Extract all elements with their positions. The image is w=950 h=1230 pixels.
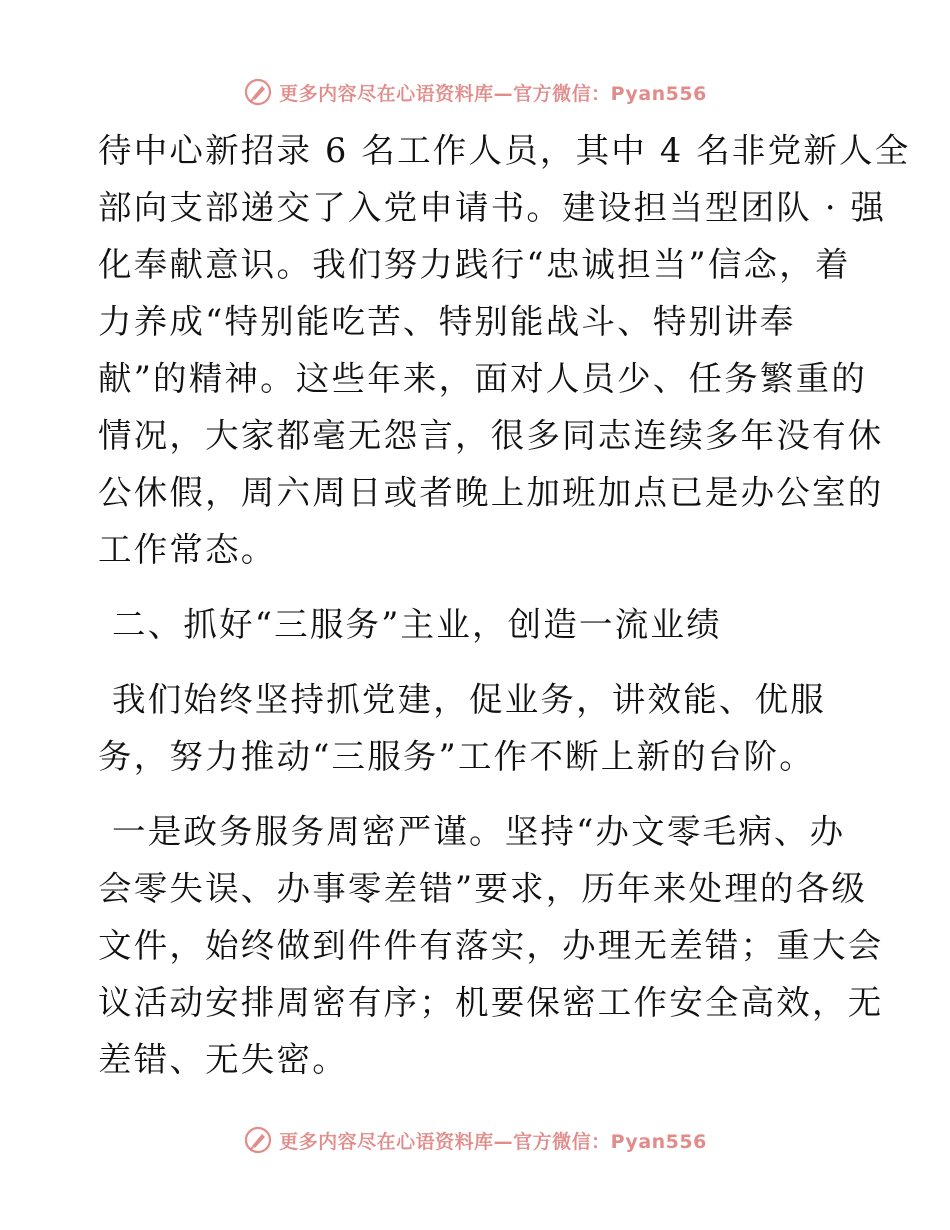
text-line: 文件，始终做到件件有落实，办理无差错；重大会 — [98, 926, 884, 965]
document-body — [98, 122, 911, 1088]
text-line: 公休假，周六周日或者晚上加班加点已是办公室的 — [98, 473, 884, 512]
header-watermark-text: 更多内容尽在心语资料库—官方微信：Pyan556 — [279, 82, 707, 105]
text-line: 待中心新招录 6 名工作人员，其中 4 名非党新人全 — [98, 131, 911, 170]
text-line: 献”的精神。这些年来，面对人员少、任务繁重的 — [98, 359, 868, 398]
footer-watermark-text: 更多内容尽在心语资料库—官方微信：Pyan556 — [279, 1130, 707, 1153]
section-heading: 二、抓好“三服务”主业，创造一流业绩 — [112, 605, 722, 644]
text-line: 会零失误、办事零差错”要求，历年来处理的各级 — [98, 869, 868, 908]
text-line: 情况，大家都毫无怨言，很多同志连续多年没有休 — [98, 416, 884, 455]
text-line: 务，努力推动“三服务”工作不断上新的台阶。 — [98, 737, 815, 776]
paragraph-2 — [98, 671, 854, 785]
paragraph-1 — [98, 122, 911, 578]
text-line: 议活动安排周密有序；机要保密工作安全高效，无 — [98, 983, 884, 1022]
text-line: 力养成“特别能吃苦、特别能战斗、特别讲奉 — [98, 302, 796, 341]
text-line: 差错、无失密。 — [98, 1040, 348, 1079]
text-line: 我们始终坚持抓党建，促业务，讲效能、优服 — [112, 680, 826, 719]
pen-nib-logo-icon — [243, 77, 273, 107]
text-line: 部向支部递交了入党申请书。建设担当型团队 · 强 — [98, 188, 887, 227]
footer-watermark-banner — [0, 1120, 950, 1160]
paragraph-3 — [98, 803, 884, 1088]
pen-nib-logo-icon — [243, 1125, 273, 1155]
text-line: 工作常态。 — [98, 530, 277, 569]
text-line: 化奉献意识。我们努力践行“忠诚担当”信念，着 — [98, 245, 851, 284]
header-watermark-banner — [0, 72, 950, 112]
text-line: 一是政务服务周密严谨。坚持“办文零毛病、办 — [112, 812, 846, 851]
